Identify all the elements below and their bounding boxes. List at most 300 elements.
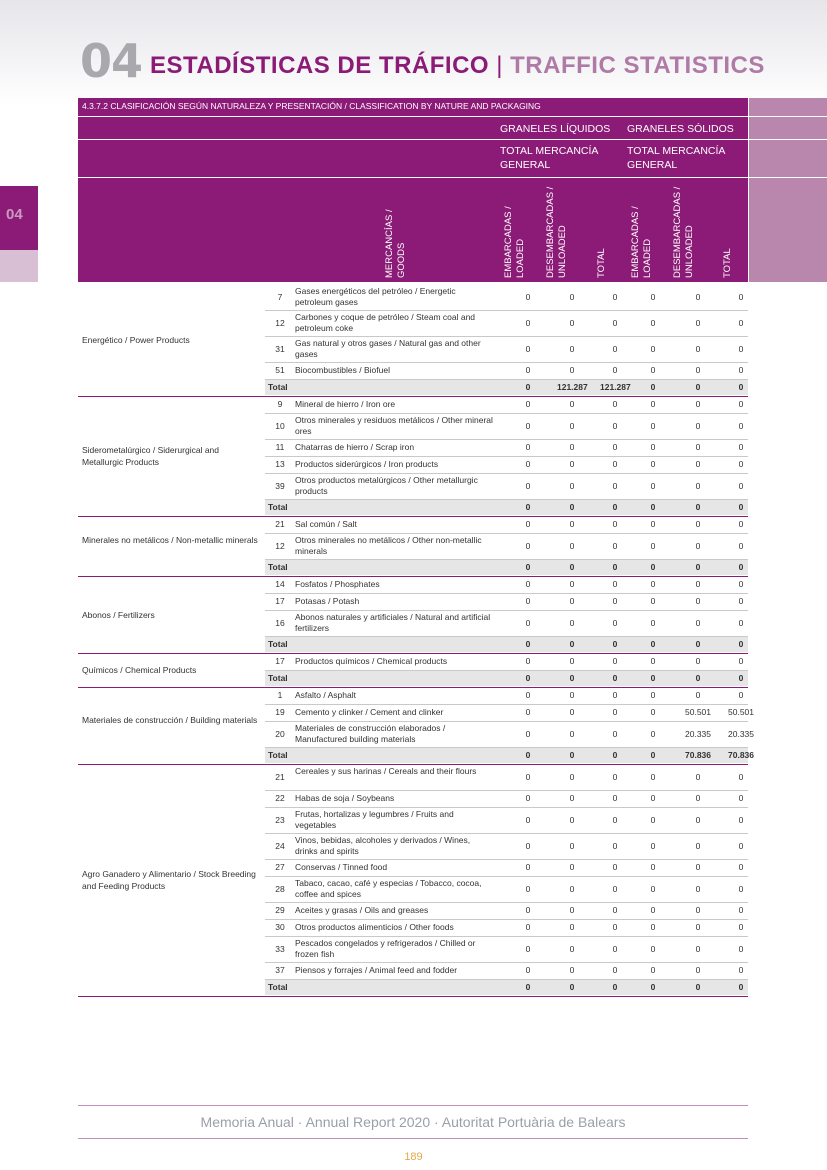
row-code: 24 bbox=[275, 840, 285, 851]
row-value: 0 bbox=[612, 922, 618, 932]
row-divider bbox=[265, 902, 748, 903]
column-header-total-liquid: TOTAL bbox=[596, 248, 607, 278]
row-value: 0 bbox=[738, 905, 744, 915]
total-value: 0 bbox=[650, 502, 656, 512]
category-divider bbox=[78, 687, 748, 688]
row-value: 50.501 bbox=[685, 707, 711, 717]
row-value: 0 bbox=[738, 690, 744, 700]
total-value: 0 bbox=[650, 673, 656, 683]
row-value: 0 bbox=[738, 420, 744, 431]
row-code: 16 bbox=[275, 617, 285, 628]
row-code: 51 bbox=[275, 365, 285, 375]
header-divider bbox=[78, 116, 827, 117]
row-value: 0 bbox=[695, 365, 701, 375]
row-code: 22 bbox=[275, 793, 285, 803]
header-divider bbox=[78, 139, 827, 140]
category-label: Energético / Power Products bbox=[82, 335, 190, 345]
row-value: 0 bbox=[650, 579, 656, 589]
row-value: 0 bbox=[695, 442, 701, 452]
row-value: 0 bbox=[650, 862, 656, 872]
row-description: Gas natural y otros gases / Natural gas and other gases bbox=[295, 338, 481, 359]
row-value: 0 bbox=[569, 365, 575, 375]
total-value: 0 bbox=[525, 982, 531, 992]
row-value: 0 bbox=[525, 291, 531, 302]
row-code: 7 bbox=[277, 291, 283, 302]
row-value: 0 bbox=[612, 707, 618, 717]
total-value: 0 bbox=[738, 562, 744, 572]
row-value: 0 bbox=[650, 365, 656, 375]
row-value: 0 bbox=[569, 617, 575, 628]
total-label: Total bbox=[268, 750, 288, 760]
row-value: 0 bbox=[650, 519, 656, 529]
row-value: 0 bbox=[650, 617, 656, 628]
row-code: 12 bbox=[275, 540, 285, 551]
row-value: 0 bbox=[650, 343, 656, 354]
row-value: 0 bbox=[650, 420, 656, 431]
row-value: 0 bbox=[525, 814, 531, 825]
row-value: 0 bbox=[695, 291, 701, 302]
total-row-background bbox=[265, 560, 748, 575]
row-value: 0 bbox=[569, 480, 575, 491]
row-value: 0 bbox=[525, 480, 531, 491]
row-value: 0 bbox=[525, 579, 531, 589]
row-value: 0 bbox=[525, 922, 531, 932]
row-value: 0 bbox=[738, 480, 744, 491]
row-code: 9 bbox=[277, 399, 283, 409]
row-value: 0 bbox=[695, 579, 701, 589]
category-label: Agro Ganadero y Alimentario / Stock Breeding and Feeding Products bbox=[82, 869, 256, 891]
row-code: 28 bbox=[275, 883, 285, 894]
category-divider bbox=[78, 764, 748, 765]
column-header-unloaded-solid: DESEMBARCADAS / UNLOADED bbox=[672, 186, 695, 278]
row-value: 0 bbox=[650, 814, 656, 825]
total-value: 0 bbox=[525, 750, 531, 760]
row-value: 0 bbox=[695, 459, 701, 469]
row-value: 0 bbox=[525, 883, 531, 894]
row-divider bbox=[265, 833, 748, 834]
row-divider bbox=[265, 473, 748, 474]
row-description: Otros minerales no metálicos / Other non-metallic minerals bbox=[295, 535, 482, 556]
total-value: 0 bbox=[695, 639, 701, 649]
row-value: 0 bbox=[650, 442, 656, 452]
total-value: 0 bbox=[738, 673, 744, 683]
row-value: 0 bbox=[569, 343, 575, 354]
row-value: 0 bbox=[695, 793, 701, 803]
row-divider bbox=[265, 310, 748, 311]
row-value: 0 bbox=[525, 840, 531, 851]
row-value: 0 bbox=[612, 814, 618, 825]
row-code: 29 bbox=[275, 905, 285, 915]
total-value: 0 bbox=[525, 673, 531, 683]
row-description: Asfalto / Asphalt bbox=[295, 690, 356, 700]
total-value: 0 bbox=[695, 382, 701, 392]
row-value: 0 bbox=[525, 728, 531, 739]
title-spanish: ESTADÍSTICAS DE TRÁFICO bbox=[150, 52, 490, 79]
category-label: Materiales de construcción / Building materials bbox=[82, 714, 258, 725]
row-value: 20.335 bbox=[728, 728, 754, 739]
section-title: 4.3.7.2 CLASIFICACIÓN SEGÚN NATURALEZA Y PRESENTACIÓN / CLASSIFICATION BY NATURE AND PACKAGING bbox=[82, 101, 541, 111]
category-label: Minerales no metálicos / Non-metallic minerals bbox=[82, 535, 258, 545]
column-header-loaded-solid: EMBARCADAS / LOADED bbox=[630, 206, 653, 278]
row-divider bbox=[265, 790, 748, 791]
row-value: 0 bbox=[612, 365, 618, 375]
row-value: 0 bbox=[738, 793, 744, 803]
row-divider bbox=[265, 533, 748, 534]
total-value: 0 bbox=[650, 639, 656, 649]
row-value: 0 bbox=[738, 442, 744, 452]
row-value: 0 bbox=[738, 943, 744, 954]
total-label: Total bbox=[268, 562, 288, 572]
row-code: 33 bbox=[275, 943, 285, 954]
row-value: 0 bbox=[650, 291, 656, 302]
row-value: 0 bbox=[569, 771, 575, 782]
row-value: 0 bbox=[569, 707, 575, 717]
row-value: 0 bbox=[738, 579, 744, 589]
total-value: 0 bbox=[738, 502, 744, 512]
row-code: 30 bbox=[275, 922, 285, 932]
row-divider bbox=[265, 456, 748, 457]
row-divider bbox=[265, 936, 748, 937]
row-value: 0 bbox=[612, 420, 618, 431]
total-value: 0 bbox=[612, 673, 618, 683]
row-value: 0 bbox=[650, 480, 656, 491]
row-value: 0 bbox=[612, 905, 618, 915]
row-value: 0 bbox=[650, 965, 656, 975]
total-value: 121.287 bbox=[557, 382, 588, 392]
row-value: 0 bbox=[612, 343, 618, 354]
row-value: 0 bbox=[525, 707, 531, 717]
row-value: 0 bbox=[738, 519, 744, 529]
row-value: 0 bbox=[569, 905, 575, 915]
row-code: 23 bbox=[275, 814, 285, 825]
row-description: Gases energéticos del petróleo / Energetic petroleum gases bbox=[295, 286, 456, 307]
footer-rule bbox=[78, 1138, 748, 1139]
row-value: 0 bbox=[612, 442, 618, 452]
subgroup-liquid: TOTAL MERCANCÍA GENERAL bbox=[500, 145, 598, 171]
row-value: 0 bbox=[525, 540, 531, 551]
row-value: 0 bbox=[695, 617, 701, 628]
category-divider bbox=[78, 396, 748, 397]
category-label: Abonos / Fertilizers bbox=[82, 609, 155, 620]
row-value: 0 bbox=[738, 965, 744, 975]
category-label: Químicos / Chemical Products bbox=[82, 665, 197, 675]
row-value: 0 bbox=[738, 291, 744, 302]
total-value: 70.836 bbox=[728, 750, 754, 760]
title-separator: | bbox=[496, 52, 503, 79]
row-value: 0 bbox=[695, 480, 701, 491]
row-value: 0 bbox=[525, 519, 531, 529]
row-value: 0 bbox=[612, 771, 618, 782]
row-value: 0 bbox=[650, 459, 656, 469]
row-value: 0 bbox=[569, 579, 575, 589]
row-value: 0 bbox=[612, 399, 618, 409]
row-value: 0 bbox=[612, 519, 618, 529]
column-header-unloaded-liquid: DESEMBARCADAS / UNLOADED bbox=[545, 186, 568, 278]
row-value: 0 bbox=[612, 943, 618, 954]
row-divider bbox=[265, 610, 748, 611]
total-value: 0 bbox=[695, 982, 701, 992]
row-divider bbox=[265, 413, 748, 414]
row-value: 0 bbox=[612, 840, 618, 851]
total-value: 121.287 bbox=[600, 382, 631, 392]
page-title bbox=[150, 52, 765, 80]
total-label: Total bbox=[268, 639, 288, 649]
total-value: 0 bbox=[650, 562, 656, 572]
row-value: 0 bbox=[695, 862, 701, 872]
row-divider bbox=[265, 721, 748, 722]
row-value: 0 bbox=[569, 442, 575, 452]
row-value: 0 bbox=[612, 579, 618, 589]
row-divider bbox=[265, 593, 748, 594]
row-divider bbox=[265, 704, 748, 705]
row-divider bbox=[265, 919, 748, 920]
row-value: 0 bbox=[695, 814, 701, 825]
row-value: 0 bbox=[738, 656, 744, 666]
row-value: 0 bbox=[650, 728, 656, 739]
row-value: 0 bbox=[525, 943, 531, 954]
row-value: 0 bbox=[525, 317, 531, 328]
row-value: 0 bbox=[612, 617, 618, 628]
row-value: 0 bbox=[525, 442, 531, 452]
side-strip bbox=[0, 250, 38, 282]
row-value: 0 bbox=[695, 690, 701, 700]
total-value: 0 bbox=[569, 639, 575, 649]
row-code: 21 bbox=[275, 519, 285, 529]
row-value: 0 bbox=[612, 965, 618, 975]
total-row-background bbox=[265, 748, 748, 763]
category-divider bbox=[78, 653, 748, 654]
row-code: 12 bbox=[275, 317, 285, 328]
row-description: Abonos naturales y artificiales / Natural and artificial fertilizers bbox=[295, 612, 491, 633]
row-description: Aceites y grasas / Oils and greases bbox=[295, 905, 429, 915]
total-value: 0 bbox=[569, 673, 575, 683]
row-value: 0 bbox=[650, 540, 656, 551]
row-value: 0 bbox=[695, 343, 701, 354]
row-value: 0 bbox=[738, 540, 744, 551]
row-value: 0 bbox=[569, 728, 575, 739]
table-header-accent bbox=[748, 98, 827, 282]
row-value: 0 bbox=[695, 943, 701, 954]
row-value: 0 bbox=[695, 399, 701, 409]
row-description: Biocombustibles / Biofuel bbox=[295, 365, 390, 375]
category-divider bbox=[78, 576, 748, 577]
row-value: 0 bbox=[738, 459, 744, 469]
row-value: 0 bbox=[650, 840, 656, 851]
row-value: 0 bbox=[612, 883, 618, 894]
total-value: 0 bbox=[650, 982, 656, 992]
row-value: 0 bbox=[650, 707, 656, 717]
total-value: 0 bbox=[525, 382, 531, 392]
row-value: 0 bbox=[650, 399, 656, 409]
footer-text: Memoria Anual · Annual Report 2020 · Autoritat Portuària de Balears bbox=[200, 1114, 626, 1130]
row-value: 0 bbox=[569, 459, 575, 469]
row-description: Fosfatos / Phosphates bbox=[295, 579, 380, 589]
column-header-loaded-liquid: EMBARCADAS / LOADED bbox=[503, 206, 526, 278]
row-value: 0 bbox=[695, 420, 701, 431]
row-code: 19 bbox=[275, 707, 285, 717]
row-value: 0 bbox=[695, 965, 701, 975]
row-value: 0 bbox=[569, 943, 575, 954]
total-value: 0 bbox=[525, 639, 531, 649]
row-divider bbox=[265, 876, 748, 877]
total-value: 0 bbox=[738, 382, 744, 392]
row-description: Cereales y sus harinas / Cereals and their flours bbox=[295, 766, 477, 776]
total-row-background bbox=[265, 637, 748, 652]
row-value: 0 bbox=[650, 905, 656, 915]
row-description: Chatarras de hierro / Scrap iron bbox=[295, 442, 415, 452]
row-code: 17 bbox=[275, 596, 285, 606]
row-value: 0 bbox=[525, 459, 531, 469]
row-value: 0 bbox=[738, 771, 744, 782]
row-value: 0 bbox=[650, 943, 656, 954]
row-value: 0 bbox=[569, 596, 575, 606]
row-value: 0 bbox=[525, 793, 531, 803]
row-value: 0 bbox=[525, 771, 531, 782]
row-value: 0 bbox=[569, 922, 575, 932]
row-value: 0 bbox=[569, 883, 575, 894]
row-value: 0 bbox=[569, 317, 575, 328]
row-value: 0 bbox=[650, 793, 656, 803]
row-value: 0 bbox=[695, 519, 701, 529]
side-tab-label: 04 bbox=[6, 206, 23, 223]
title-english: TRAFFIC STATISTICS bbox=[510, 52, 765, 79]
total-value: 0 bbox=[569, 502, 575, 512]
group-liquid-bulk: GRANELES LÍQUIDOS bbox=[500, 123, 611, 135]
row-value: 0 bbox=[612, 656, 618, 666]
total-value: 0 bbox=[569, 750, 575, 760]
total-value: 0 bbox=[612, 639, 618, 649]
row-description: Cemento y clinker / Cement and clinker bbox=[295, 707, 444, 717]
total-value: 0 bbox=[612, 502, 618, 512]
row-value: 0 bbox=[612, 459, 618, 469]
total-row-background bbox=[265, 500, 748, 515]
row-code: 31 bbox=[275, 343, 285, 354]
row-description: Habas de soja / Soybeans bbox=[295, 793, 395, 803]
chapter-number: 04 bbox=[80, 34, 143, 88]
row-value: 0 bbox=[525, 365, 531, 375]
row-value: 0 bbox=[569, 540, 575, 551]
row-value: 0 bbox=[650, 922, 656, 932]
row-value: 0 bbox=[612, 862, 618, 872]
row-description: Pescados congelados y refrigerados / Chilled or frozen fish bbox=[295, 938, 476, 959]
row-description: Mineral de hierro / Iron ore bbox=[295, 399, 396, 409]
row-value: 0 bbox=[569, 965, 575, 975]
row-value: 0 bbox=[695, 905, 701, 915]
row-value: 0 bbox=[525, 862, 531, 872]
row-divider bbox=[265, 362, 748, 363]
row-code: 13 bbox=[275, 459, 285, 469]
row-value: 50.501 bbox=[728, 707, 754, 717]
row-divider bbox=[265, 807, 748, 808]
total-value: 0 bbox=[695, 673, 701, 683]
row-description: Sal común / Salt bbox=[295, 519, 357, 529]
total-row-background bbox=[265, 671, 748, 686]
row-description: Productos siderúrgicos / Iron products bbox=[295, 459, 439, 469]
row-value: 0 bbox=[525, 690, 531, 700]
row-value: 0 bbox=[695, 317, 701, 328]
row-description: Productos químicos / Chemical products bbox=[295, 656, 448, 666]
row-value: 0 bbox=[612, 540, 618, 551]
row-value: 0 bbox=[650, 656, 656, 666]
row-value: 0 bbox=[738, 343, 744, 354]
row-value: 0 bbox=[569, 690, 575, 700]
total-value: 0 bbox=[738, 639, 744, 649]
total-value: 0 bbox=[650, 382, 656, 392]
row-value: 0 bbox=[695, 840, 701, 851]
row-value: 0 bbox=[569, 862, 575, 872]
row-value: 0 bbox=[569, 656, 575, 666]
row-value: 0 bbox=[612, 291, 618, 302]
row-code: 10 bbox=[275, 420, 285, 431]
total-label: Total bbox=[268, 982, 288, 992]
row-value: 0 bbox=[650, 771, 656, 782]
row-value: 0 bbox=[738, 883, 744, 894]
row-description: Materiales de construcción elaborados / Manufactured building materials bbox=[295, 723, 446, 744]
subgroup-solid: TOTAL MERCANCÍA GENERAL bbox=[627, 145, 725, 171]
row-value: 0 bbox=[569, 840, 575, 851]
row-code: 27 bbox=[275, 862, 285, 872]
row-value: 0 bbox=[695, 922, 701, 932]
total-value: 0 bbox=[525, 562, 531, 572]
row-value: 0 bbox=[525, 965, 531, 975]
row-description: Otros minerales y residuos metálicos / Other mineral ores bbox=[295, 415, 493, 436]
total-value: 0 bbox=[695, 562, 701, 572]
row-value: 0 bbox=[525, 617, 531, 628]
row-value: 0 bbox=[738, 814, 744, 825]
row-description: Carbones y coque de petróleo / Steam coal and petroleum coke bbox=[295, 312, 476, 333]
row-value: 0 bbox=[650, 883, 656, 894]
group-solid-bulk: GRANELES SÓLIDOS bbox=[627, 123, 734, 135]
row-value: 0 bbox=[612, 317, 618, 328]
row-value: 0 bbox=[525, 905, 531, 915]
row-value: 0 bbox=[650, 596, 656, 606]
total-value: 70.836 bbox=[685, 750, 711, 760]
row-value: 0 bbox=[738, 596, 744, 606]
total-row-background bbox=[265, 980, 748, 995]
row-divider bbox=[265, 962, 748, 963]
category-divider bbox=[78, 996, 748, 997]
row-value: 0 bbox=[738, 317, 744, 328]
row-description: Otros productos alimenticios / Other foods bbox=[295, 922, 454, 932]
row-value: 0 bbox=[525, 420, 531, 431]
total-label: Total bbox=[268, 502, 288, 512]
row-value: 0 bbox=[569, 399, 575, 409]
row-code: 17 bbox=[275, 656, 285, 666]
row-code: 21 bbox=[275, 771, 285, 782]
total-label: Total bbox=[268, 673, 288, 683]
row-value: 0 bbox=[569, 814, 575, 825]
footer-rule bbox=[78, 1105, 748, 1106]
row-code: 1 bbox=[277, 690, 283, 700]
row-value: 0 bbox=[650, 317, 656, 328]
row-value: 0 bbox=[569, 291, 575, 302]
row-value: 0 bbox=[695, 596, 701, 606]
row-description: Conservas / Tinned food bbox=[295, 862, 388, 872]
row-value: 0 bbox=[738, 365, 744, 375]
total-value: 0 bbox=[738, 982, 744, 992]
row-divider bbox=[265, 336, 748, 337]
category-label: Siderometalúrgico / Siderurgical and Metallurgic Products bbox=[82, 445, 220, 467]
row-value: 0 bbox=[525, 399, 531, 409]
chapter-side-tab bbox=[0, 186, 38, 250]
row-value: 0 bbox=[738, 399, 744, 409]
column-header-goods: MERCANCÍAS / GOODS bbox=[384, 209, 407, 278]
total-label: Total bbox=[268, 382, 288, 392]
row-value: 0 bbox=[612, 728, 618, 739]
row-description: Potasas / Potash bbox=[295, 596, 360, 606]
row-code: 39 bbox=[275, 480, 285, 491]
category-divider bbox=[78, 516, 748, 517]
